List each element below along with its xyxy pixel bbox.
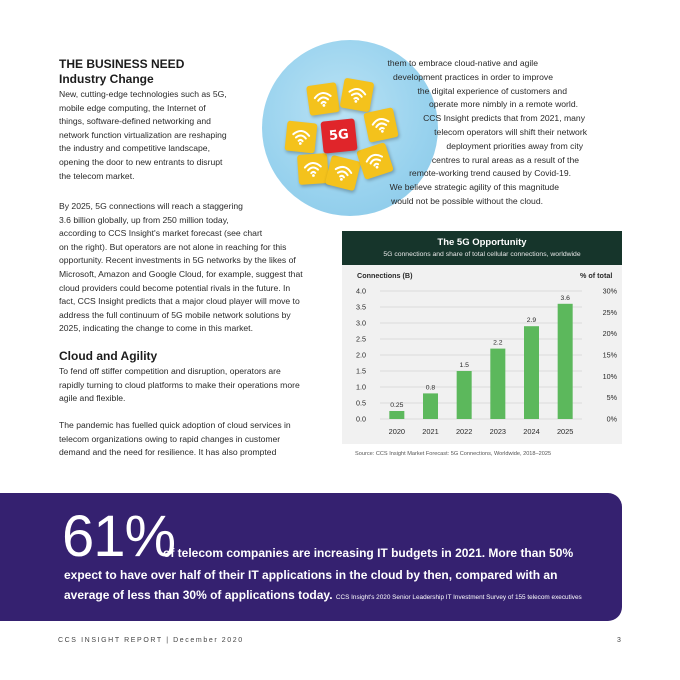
- wifi-tile: [306, 82, 340, 116]
- y-tick-label: 3.0: [356, 318, 366, 328]
- bar-value-label: 2.2: [493, 339, 503, 347]
- text-line: development practices in order to improve: [392, 71, 553, 82]
- chart-header: [342, 231, 622, 265]
- text-line: things, software-defined networking and: [59, 116, 211, 127]
- text-line: according to CCS Insight's market forecast (see chart: [59, 228, 263, 239]
- text-line: operate more nimbly in a remote world.: [428, 99, 578, 110]
- banner-line-3-text: average of less than 30% of applications today.: [64, 588, 333, 602]
- paragraph-5g-forecast: [59, 200, 339, 336]
- bar: [423, 393, 438, 419]
- y-tick-label: 0.0: [356, 414, 366, 424]
- y2-axis-label: % of total: [580, 271, 613, 280]
- banner-line-2: expect to have over half of their IT applications in the cloud by then, compared with an: [64, 568, 558, 582]
- y2-tick-label: 20%: [602, 329, 617, 339]
- bar: [490, 349, 505, 419]
- text-line: 2025, indicating the change to come in this market.: [59, 323, 253, 334]
- bar-value-label: 3.6: [560, 294, 570, 302]
- wifi-tile: [285, 121, 318, 154]
- x-tick-label: 2024: [523, 427, 540, 436]
- wifi-icon: [302, 159, 323, 178]
- text-line: telecom organizations owing to rapid changes in customer: [59, 433, 281, 444]
- banner-line-1: of telecom companies are increasing IT budgets in 2021. More than 50%: [163, 546, 574, 560]
- y2-tick-label: 10%: [602, 371, 617, 381]
- y2-tick-label: 15%: [602, 350, 617, 360]
- bar-value-label: 2.9: [526, 317, 537, 325]
- text-line: We believe strategic agility of this magnitude: [389, 182, 559, 193]
- chart-title: The 5G Opportunity: [437, 237, 527, 248]
- text-line: agile and flexible.: [59, 393, 126, 404]
- report-footer: CCS INSIGHT REPORT | December 2020: [58, 637, 244, 644]
- text-line: centres to rural areas as a result of the: [431, 154, 579, 165]
- text-line: network function virtualization are reshaping: [59, 129, 227, 140]
- section-title: THE BUSINESS NEED: [59, 57, 185, 71]
- text-line: the telecom market.: [59, 170, 135, 181]
- y-tick-label: 4.0: [356, 286, 366, 296]
- banner-line-3: [64, 588, 582, 602]
- text-line: opening the door to new entrants to disrupt: [59, 156, 223, 167]
- text-line: CCS Insight predicts that from 2021, many: [423, 113, 585, 124]
- text-line: telecom operators will shift their network: [434, 127, 587, 137]
- y-tick-label: 1.0: [356, 382, 366, 392]
- paragraph-right-column: [340, 57, 595, 217]
- text-line: By 2025, 5G connections will reach a staggering: [59, 201, 243, 211]
- y-tick-label: 3.5: [356, 302, 366, 312]
- text-line: rapidly turning to cloud platforms to make their operations more: [59, 379, 300, 390]
- x-tick-label: 2020: [388, 427, 406, 436]
- text-line: the industry and competitive landscape,: [59, 143, 210, 154]
- text-line: the digital experience of customers and: [417, 85, 567, 96]
- section2-title: Cloud and Agility: [59, 349, 158, 363]
- chart-subtitle: 5G connections and share of total cellular connections, worldwide: [383, 251, 581, 258]
- bar-value-label: 1.5: [459, 362, 469, 369]
- y-tick-label: 0.5: [356, 398, 366, 408]
- y2-tick-label: 25%: [602, 307, 617, 317]
- text-line: Microsoft, Amazon and Google Cloud, for example, suggest that: [59, 268, 303, 279]
- x-tick-label: 2023: [489, 427, 507, 436]
- text-line: opportunity. Recent investments in 5G networks by the likes of: [59, 255, 296, 266]
- x-tick-label: 2025: [556, 427, 574, 436]
- y2-tick-label: 30%: [602, 286, 617, 296]
- text-line: on the right). But operators are not alone in reaching for this: [59, 241, 287, 252]
- wifi-tile: [297, 153, 329, 185]
- y2-tick-label: 5%: [606, 393, 617, 403]
- page-number: 3: [617, 637, 621, 644]
- bar: [389, 411, 404, 419]
- text-line: deployment priorities away from city: [446, 140, 583, 151]
- text-line: mobile edge computing, the Internet of: [59, 102, 206, 113]
- bar-value-label: 0.8: [425, 384, 436, 392]
- text-line: would not be possible without the cloud.: [391, 196, 543, 206]
- text-line: To fend off stiffer competition and disruption, operators are: [59, 366, 281, 376]
- y-tick-label: 2.0: [356, 350, 366, 360]
- y-tick-label: 1.5: [356, 366, 366, 376]
- text-line: demand and the need for resilience. It has also prompted: [59, 447, 277, 458]
- bar: [524, 326, 539, 419]
- y-tick-label: 2.5: [356, 334, 366, 344]
- text-line: New, cutting-edge technologies such as 5G,: [59, 89, 227, 99]
- big-stat: 61%: [62, 504, 176, 569]
- x-tick-label: 2021: [422, 427, 439, 436]
- bar: [457, 371, 472, 419]
- wifi-icon: [312, 89, 334, 110]
- text-line: remote-working trend caused by Covid-19.: [409, 168, 571, 179]
- y-axis-label: Connections (B): [357, 271, 413, 280]
- bar: [558, 304, 573, 419]
- text-line: The pandemic has fuelled quick adoption of cloud services in: [59, 420, 291, 430]
- bar-chart: [342, 280, 622, 440]
- chart-source: Source: CCS Insight Market Forecast: 5G Connections, Worldwide, 2018–2025: [355, 451, 552, 457]
- banner-source: CCS Insight's 2020 Senior Leadership IT Investment Survey of 155 telecom executives: [335, 594, 582, 601]
- text-line: them to embrace cloud-native and agile: [387, 58, 538, 68]
- paragraph-cloud-agility: [59, 365, 339, 406]
- y2-tick-label: 0%: [606, 414, 617, 424]
- section-subtitle: Industry Change: [59, 72, 154, 86]
- 5g-tile: 5G: [320, 118, 357, 153]
- wifi-icon: [290, 127, 312, 147]
- text-line: cloud providers could become potential rivals in the future. In: [59, 282, 291, 293]
- paragraph-pandemic: [59, 419, 339, 460]
- text-line: 3.6 billion globally, up from 250 million today,: [59, 214, 229, 225]
- bar-value-label: 0.25: [390, 402, 404, 409]
- text-line: fact, CCS Insight predicts that a major cloud player will move to: [59, 296, 300, 307]
- text-line: address the full continuum of 5G mobile network solutions by: [59, 309, 291, 320]
- x-tick-label: 2022: [455, 427, 473, 436]
